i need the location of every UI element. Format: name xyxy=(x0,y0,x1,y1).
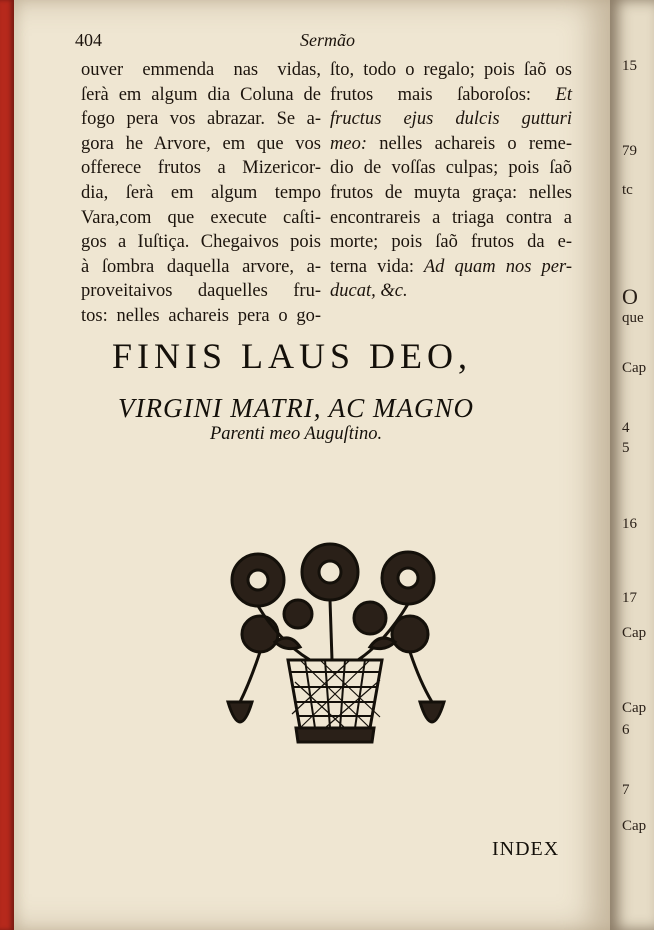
facing-page-fragment: 15 xyxy=(622,58,637,74)
text-line: meo: nelles achareis o reme- xyxy=(330,133,572,154)
text-line: proveitaivos daquelles fru- xyxy=(81,281,321,302)
text-line: frutos mais ſaboroſos: Et xyxy=(330,84,572,105)
text-line: encontrareis a triaga contra a xyxy=(330,207,572,228)
dedication-line-2: Parenti meo Auguſtino. xyxy=(210,424,383,444)
facing-page-fragment: que xyxy=(622,310,644,326)
page-number: 404 xyxy=(75,30,102,50)
facing-page-fragment: 5 xyxy=(622,440,630,456)
facing-page-edge xyxy=(610,0,654,930)
facing-page-fragment: Cap xyxy=(622,700,647,716)
text-line: ſto, todo o regalo; pois ſaõ os xyxy=(330,60,572,80)
facing-page-fragment: 6 xyxy=(622,722,630,738)
facing-page-fragment: 79 xyxy=(622,143,637,159)
flower-basket-woodcut-icon xyxy=(220,542,450,752)
text-line: offerece frutos a Mizericor- xyxy=(81,158,321,179)
text-line: ſerà em algum dia Coluna de xyxy=(81,84,321,105)
text-line: fogo pera vos abrazar. Se a- xyxy=(81,109,321,130)
text-line: tos: nelles achareis pera o go- xyxy=(81,305,321,326)
facing-page-fragment: Cap xyxy=(622,625,647,641)
facing-page-fragment: 4 xyxy=(622,420,630,436)
facing-page-fragment: Cap xyxy=(622,818,647,834)
dedication-line: VIRGINI MATRI, AC MAGNO xyxy=(118,393,474,423)
finis-heading: FINIS LAUS DEO, xyxy=(112,336,473,376)
text-line: terna vida: Ad quam nos per- xyxy=(330,256,572,277)
text-line: gos a Iuſtiça. Chegaivos pois xyxy=(81,232,321,253)
book-edge xyxy=(0,0,14,930)
running-title: Sermão xyxy=(300,30,355,50)
text-line: ouver emmenda nas vidas, xyxy=(81,60,321,80)
text-line: dio de voſſas culpas; pois ſaõ xyxy=(330,158,572,179)
text-line: morte; pois ſaõ frutos da e- xyxy=(330,232,572,253)
text-line: frutos de muyta graça: nelles xyxy=(330,182,572,203)
facing-page-fragment: 16 xyxy=(622,516,637,532)
text-line: ducat, &c. xyxy=(330,281,408,302)
facing-page-fragment: O xyxy=(622,284,638,309)
facing-page-fragment: 7 xyxy=(622,782,630,798)
text-line: dia, ſerà em algum tempo xyxy=(81,182,321,203)
right-text-column xyxy=(330,58,572,304)
facing-page-fragment: Cap xyxy=(622,360,647,376)
text-line: Vara,com que execute caſti- xyxy=(81,207,321,228)
facing-page-fragment: 17 xyxy=(622,590,637,606)
facing-page-fragment: tc xyxy=(622,182,633,198)
catchword: INDEX xyxy=(492,838,560,860)
left-text-column xyxy=(81,58,321,329)
text-line: gora he Arvore, em que vos xyxy=(81,133,321,154)
text-line: à ſombra daquella arvore, a- xyxy=(81,256,321,277)
text-line: fructus ejus dulcis gutturi xyxy=(330,109,572,130)
